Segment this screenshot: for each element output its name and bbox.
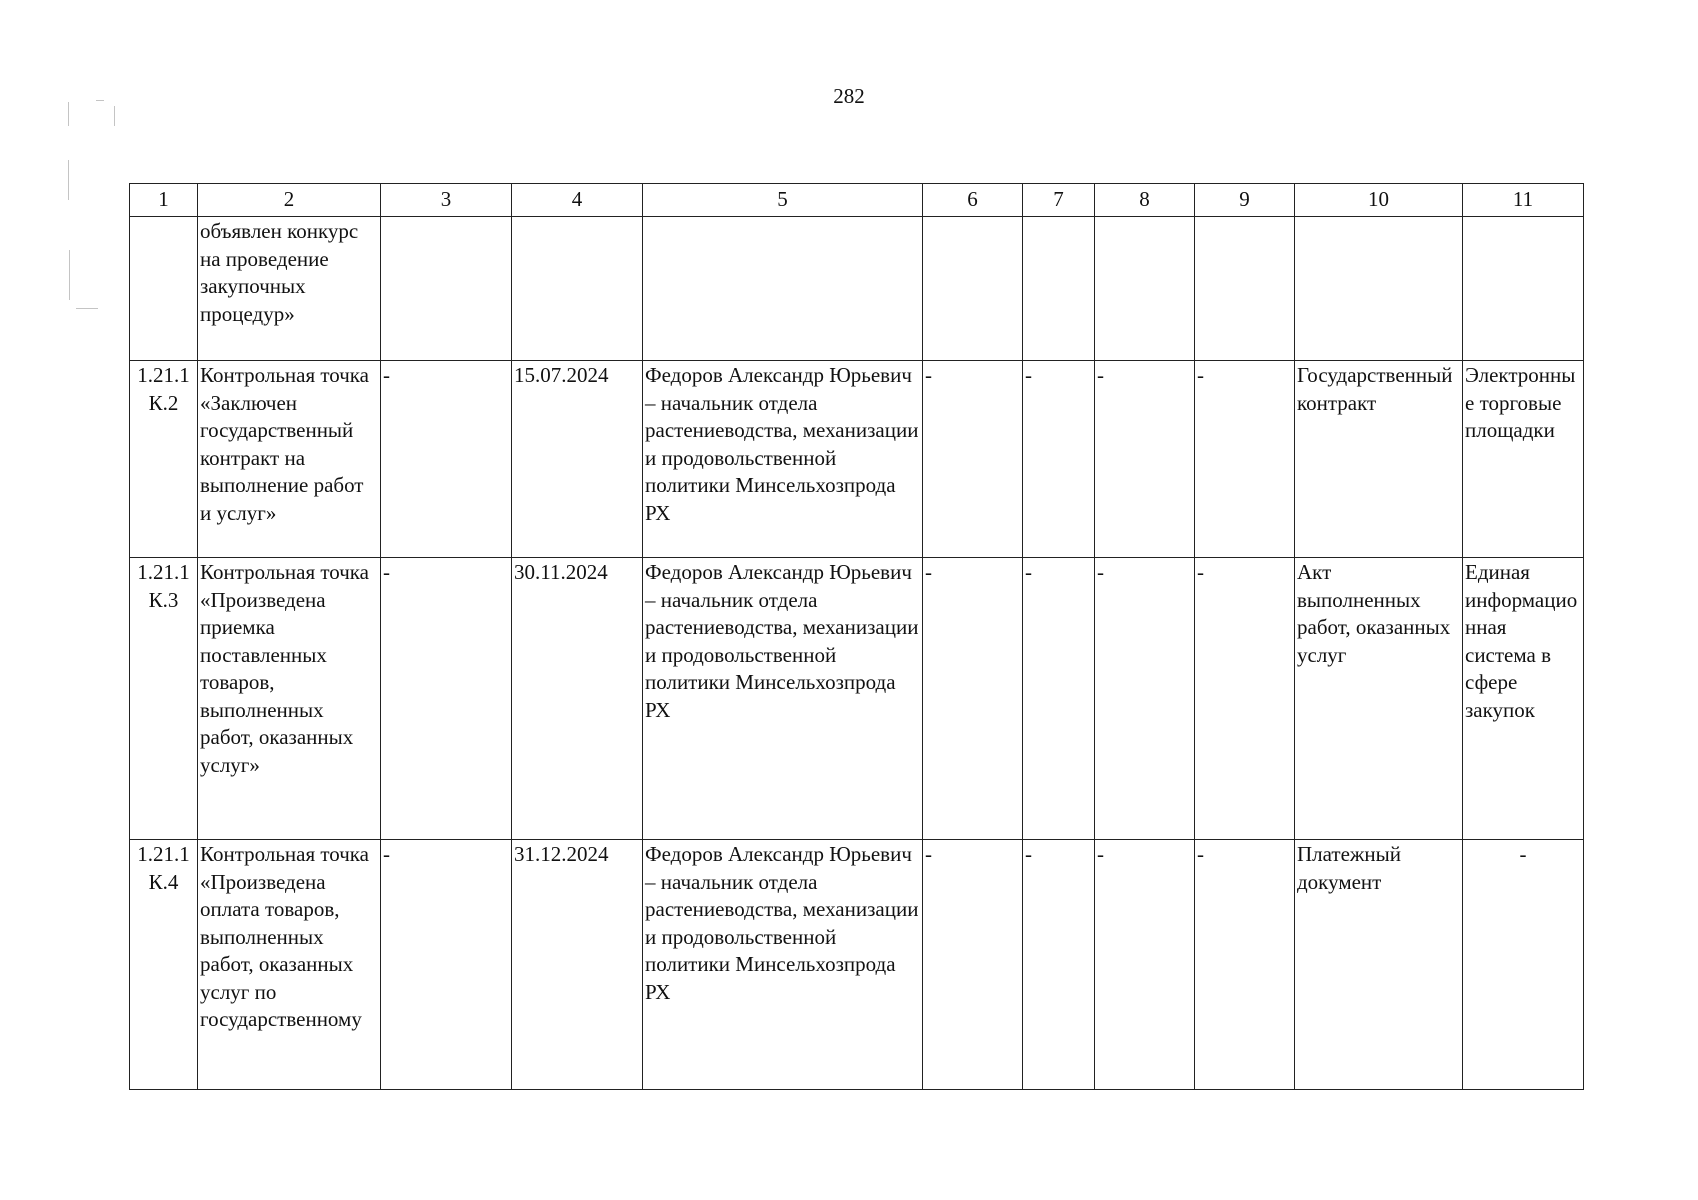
cell-col3: [381, 217, 512, 361]
cell-col8: [1095, 217, 1195, 361]
deadline-date: 15.07.2024: [512, 361, 643, 558]
column-header: 9: [1195, 184, 1295, 217]
column-header: 7: [1023, 184, 1095, 217]
info-system: Единая информационная система в сфере закупок: [1463, 558, 1584, 840]
cell-col6: -: [923, 840, 1023, 1090]
cell-col9: -: [1195, 840, 1295, 1090]
column-header: 4: [512, 184, 643, 217]
deadline-date: 31.12.2024: [512, 840, 643, 1090]
column-header: 11: [1463, 184, 1584, 217]
column-header: 6: [923, 184, 1023, 217]
info-system: Электронные торговые площадки: [1463, 361, 1584, 558]
info-system: [1463, 217, 1584, 361]
table-row: [130, 840, 1584, 1090]
cell-col7: -: [1023, 840, 1095, 1090]
scan-artifact: [66, 100, 126, 320]
table-row: [130, 361, 1584, 558]
deadline-date: [512, 217, 643, 361]
column-header: 5: [643, 184, 923, 217]
result-document: Платежный документ: [1295, 840, 1463, 1090]
cell-col9: [1195, 217, 1295, 361]
row-number: 1.21.1 К.2: [130, 361, 198, 558]
cell-col6: -: [923, 558, 1023, 840]
cell-col3: -: [381, 840, 512, 1090]
cell-col3: -: [381, 361, 512, 558]
column-header: 8: [1095, 184, 1195, 217]
column-header: 3: [381, 184, 512, 217]
cell-col9: -: [1195, 558, 1295, 840]
cell-col7: [1023, 217, 1095, 361]
header-row: [130, 184, 1584, 217]
cell-col6: -: [923, 361, 1023, 558]
row-number: [130, 217, 198, 361]
column-header: 2: [198, 184, 381, 217]
event-description: Контрольная точка «Произведена оплата товаров, выполненных работ, оказанных услуг по государственному: [198, 840, 381, 1090]
row-number: 1.21.1 К.3: [130, 558, 198, 840]
page-number: 282: [833, 84, 865, 108]
responsible-person: Федоров Александр Юрьевич – начальник отдела растениеводства, механизации и продовольственной политики Минсельхозпрода РХ: [643, 361, 923, 558]
responsible-person: Федоров Александр Юрьевич – начальник отдела растениеводства, механизации и продовольственной политики Минсельхозпрода РХ: [643, 840, 923, 1090]
responsible-person: Федоров Александр Юрьевич – начальник отдела растениеводства, механизации и продовольственной политики Минсельхозпрода РХ: [643, 558, 923, 840]
cell-col7: -: [1023, 558, 1095, 840]
result-document: Государственный контракт: [1295, 361, 1463, 558]
deadline-date: 30.11.2024: [512, 558, 643, 840]
control-points-table: [129, 183, 1584, 1090]
result-document: Акт выполненных работ, оказанных услуг: [1295, 558, 1463, 840]
column-header: 1: [130, 184, 198, 217]
cell-col8: -: [1095, 558, 1195, 840]
row-number: 1.21.1 К.4: [130, 840, 198, 1090]
cell-col7: -: [1023, 361, 1095, 558]
cell-col8: -: [1095, 840, 1195, 1090]
event-description: объявлен конкурс на проведение закупочных процедур»: [198, 217, 381, 361]
column-header: 10: [1295, 184, 1463, 217]
cell-col6: [923, 217, 1023, 361]
cell-col9: -: [1195, 361, 1295, 558]
info-system: -: [1463, 840, 1584, 1090]
cell-col3: -: [381, 558, 512, 840]
result-document: [1295, 217, 1463, 361]
table-row: [130, 558, 1584, 840]
event-description: Контрольная точка «Заключен государственный контракт на выполнение работ и услуг»: [198, 361, 381, 558]
event-description: Контрольная точка «Произведена приемка поставленных товаров, выполненных работ, оказанных услуг»: [198, 558, 381, 840]
responsible-person: [643, 217, 923, 361]
cell-col8: -: [1095, 361, 1195, 558]
table-row: [130, 217, 1584, 361]
